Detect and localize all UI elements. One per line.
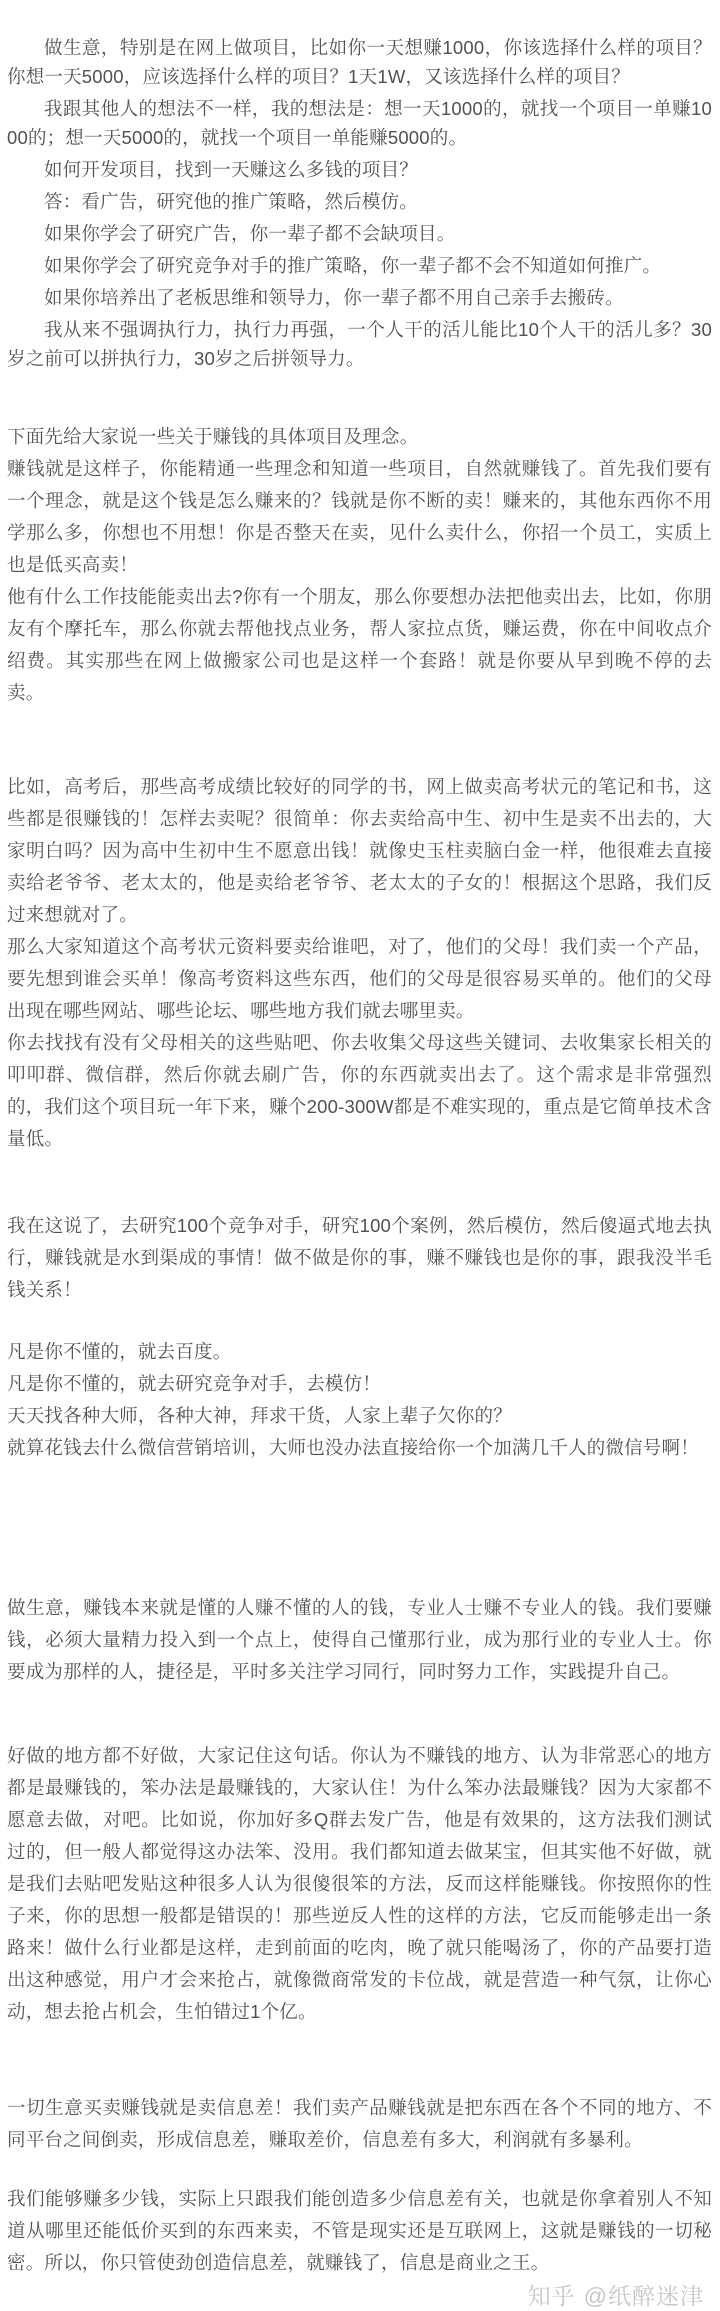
paragraph: 天天找各种大师，各种大神，拜求干货，人家上辈子欠你的？	[7, 1405, 512, 1426]
paragraph: 那么大家知道这个高考状元资料要卖给谁吧，对了，他们的父母！我们卖一个产品，要先想到谁会买单！像高考资料这些东西，他们的父母是很容易买单的。他们的父母出现在哪些网站、哪些论坛、哪些地方我们就去哪里卖。	[7, 936, 712, 1021]
paragraph: 我从来不强调执行力，执行力再强，一个人干的活儿能比10个人干的活儿多？30岁之前可以拼执行力，30岁之后拼领导力。	[7, 319, 712, 369]
paragraph: 我们能够赚多少钱，实际上只跟我们能创造多少信息差有关，也就是你拿着别人不知道从哪里还能低价买到的东西来卖，不管是现实还是互联网上，这就是赚钱的一切秘密。所以，你只管使劲创造信息差，就赚钱了，信息是商业之王。	[7, 2188, 712, 2273]
section-sell-concept	[7, 421, 712, 709]
paragraph: 一切生意买卖赚钱就是卖信息差！我们卖产品赚钱就是把东西在各个不同的地方、不同平台之间倒卖，形成信息差，赚取差价，信息差有多大，利润就有多暴利。	[7, 2097, 712, 2150]
section-professionalism	[7, 1592, 712, 1688]
section-mindset-intro	[7, 33, 712, 373]
paragraph: 做生意，赚钱本来就是懂的人赚不懂的人的钱，专业人士赚不专业人的钱。我们要赚钱，必须大量精力投入到一个点上，使得自己懂那行业，成为那行业的专业人士。你要成为那样的人，捷径是，平时多关注学习同行，同时努力工作，实践提升自己。	[7, 1597, 712, 1682]
paragraph: 好做的地方都不好做，大家记住这句话。你认为不赚钱的地方、认为非常恶心的地方都是最赚钱的，笨办法是最赚钱的，大家认住！为什么笨办法最赚钱？因为大家都不愿意去做，对吧。比如说，你加好多Q群去发广告，他是有效果的，这方法我们测试过的，但一般人都觉得这办法笨、没用。我们都知道去做某宝，但其实他不好做，就是我们去贴吧发贴这种很多人认为很傻很笨的方法，反而这样能赚钱。你按照你的性子来，你的思想一般都是错误的！那些逆反人性的这样的方法，它反而能够走出一条路来！做什么行业都是这样，走到前面的吃肉，晚了就只能喝汤了，你的产品要打造出这种感觉，用户才会来抢占，就像微商常发的卡位战，就是营造一种气氛，让你心动，想去抢占机会，生怕错过1个亿。	[7, 1745, 712, 2022]
paragraph: 就算花钱去什么微信营销培训，大师也没办法直接给你一个加满几千人的微信号啊！	[7, 1437, 699, 1458]
section-info-gap	[7, 2092, 712, 2156]
paragraph: 他有什么工作技能能卖出去?你有一个朋友，那么你要想办法把他卖出去，比如，你朋友有个摩托车，那么你就去帮他找点业务，帮人家拉点货，赚运费，你在中间收点介绍费。其实那些在网上做搬家公司也是这样一个套路！就是你要从早到晚不停的去卖。	[7, 586, 712, 703]
paragraph: 做生意，特别是在网上做项目，比如你一天想赚1000，你该选择什么样的项目？你想一天5000，应该选择什么样的项目？1天1W，又该选择什么样的项目？	[7, 37, 712, 87]
zhihu-logo-text: 知乎	[527, 2283, 576, 2309]
section-research-competitors	[7, 1210, 712, 1306]
paragraph: 比如，高考后，那些高考成绩比较好的同学的书，网上做卖高考状元的笔记和书，这些都是很赚钱的！怎样去卖呢？很简单：你去卖给高中生、初中生是卖不出去的，大家明白吗？因为高中生初中生不愿意出钱！就像史玉柱卖脑白金一样，他很难去直接卖给老爷爷、老太太的，他是卖给老爷爷、老太太的子女的！根据这个思路，我们反过来想就对了。	[7, 776, 712, 925]
paragraph: 如果你学会了研究竞争对手的推广策略，你一辈子都不会不知道如何推广。	[44, 255, 662, 276]
paragraph: 我跟其他人的想法不一样，我的想法是：想一天1000的，就找一个项目一单赚1000的；想一天5000的，就找一个项目一单能赚5000的。	[7, 98, 712, 148]
section-baidu-rules	[7, 1336, 712, 1464]
paragraph: 我在这说了，去研究100个竞争对手，研究100个案例，然后模仿，然后傻逼式地去执行，赚钱就是水到渠成的事情！做不做是你的事，赚不赚钱也是你的事，跟我没半毛钱关系！	[7, 1215, 712, 1300]
paragraph: 下面先给大家说一些关于赚钱的具体项目及理念。	[7, 426, 419, 447]
section-dumb-methods	[7, 1740, 712, 2028]
paragraph: 赚钱就是这样子，你能精通一些理念和知道一些项目，自然就赚钱了。首先我们要有一个理念，就是这个钱是怎么赚来的？钱就是你不断的卖！赚来的，其他东西你不用学那么多，你想也不用想！你是否整天在卖，见什么卖什么，你招一个员工，实质上也是低买高卖！	[7, 458, 712, 575]
paragraph: 你去找找有没有父母相关的这些贴吧、你去收集父母这些关键词、去收集家长相关的叩叩群、微信群，然后你就去刷广告，你的东西就卖出去了。这个需求是非常强烈的，我们这个项目玩一年下来，赚个200-300W都是不难实现的，重点是它简单技术含量低。	[7, 1032, 712, 1149]
paragraph: 答：看广告，研究他的推广策略，然后模仿。	[44, 191, 419, 212]
section-gaokao-case	[7, 771, 712, 1155]
paragraph: 如何开发项目，找到一天赚这么多钱的项目？	[44, 159, 419, 180]
paragraph: 如果你学会了研究广告，你一辈子都不会缺项目。	[44, 223, 456, 244]
section-info-gap-secret	[7, 2183, 712, 2279]
zhihu-watermark	[0, 2281, 720, 2311]
author-handle: @纸醉迷津	[583, 2283, 704, 2309]
paragraph: 凡是你不懂的，就去百度。	[7, 1341, 232, 1362]
paragraph: 凡是你不懂的，就去研究竞争对手，去模仿！	[7, 1373, 382, 1394]
paragraph: 如果你培养出了老板思维和领导力，你一辈子都不用自己亲手去搬砖。	[44, 287, 624, 308]
